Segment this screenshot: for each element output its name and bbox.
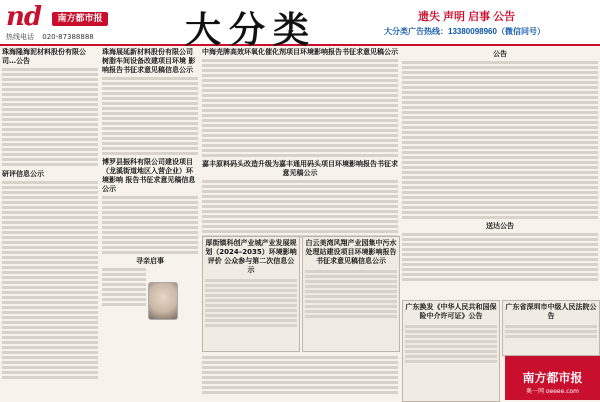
wastewater-notice-box (302, 236, 400, 352)
right-text-2 (402, 233, 598, 281)
left-column (2, 46, 98, 400)
court-notice-text (503, 325, 599, 338)
newspaper-logo (6, 2, 116, 32)
license-notice-box (402, 300, 500, 402)
logo-letters: nd (6, 2, 42, 32)
footer-logo-text: 南方都市报 (522, 371, 583, 385)
hotline (6, 32, 94, 42)
left-text-block (2, 68, 98, 166)
license-notice-title: 广东换发《中华人民共和国保险中介许可证》公告 (405, 303, 497, 320)
footer-site: 奥一网 oeeee.com (525, 388, 580, 395)
right-text-1 (402, 61, 598, 219)
child-photo (148, 282, 178, 320)
logo-badge: 南方都市报 (52, 12, 108, 26)
masthead (0, 0, 600, 51)
mid-heading-2: 嘉丰原料码头改造升级为嘉丰通用码头项目环境影响报告书征求意见稿公示 (202, 160, 398, 177)
left-sub-title: 研评信息公示 (2, 170, 44, 178)
mid-left-text (102, 77, 198, 155)
plan-notice-box (202, 236, 300, 352)
mid-left-text-2 (102, 196, 198, 254)
left-notice-title: 珠海隆海泥材料股份有限公司…公告 (2, 48, 86, 65)
hotline-number: 020-87388888 (42, 33, 94, 41)
missing-person-title: 寻亲启事 (136, 257, 164, 265)
section-banner: 遗失 声明 启事 公告 (418, 11, 516, 23)
license-notice-text (403, 325, 499, 363)
wastewater-notice-text (303, 270, 399, 318)
plan-notice-text (203, 279, 299, 327)
mid-left-heading: 珠海展延新材料股份有限公司 树脂车间设备改建项目环境 影响报告书征求意见稿信息公示 (102, 48, 196, 74)
ad-hotline: 大分类广告热线：13380098960（微信同号） (384, 27, 545, 36)
mid-left-column (102, 46, 198, 400)
court-notice-box (502, 300, 600, 356)
mid-heading-1: 中海壳牌高效环氧化催化剂项目环境影响报告书征求意见稿公示 (202, 48, 398, 56)
mid-left-heading-2: 博罗县振科有限公司建设项目（龙溪街道地区入营企业）环境影响 报告书征求意见稿信息公示 (102, 158, 196, 193)
mid-text-1 (202, 59, 398, 157)
plan-notice-title: 厚街镇科创产业城产业发展规划（2024–2035）环境影响评价 公众参与第二次信息公示 (205, 239, 297, 274)
wastewater-notice-title: 白云美湾风翔产业园集中污水处理站建设项目环境影响报告书征求意见稿信息公示 (305, 239, 397, 265)
court-notice-title: 广东省深圳市中级人民法院公告 (505, 303, 597, 320)
mid-text-2 (202, 180, 398, 238)
page-title: 大分类 (185, 9, 318, 51)
delivery-notice-title: 送达公告 (486, 222, 514, 230)
left-text-block-2 (2, 181, 98, 379)
mid-left-text-3 (102, 268, 146, 306)
hotline-label: 热线电话 (6, 33, 34, 41)
mid-bottom-text (202, 354, 398, 396)
right-notice-title: 公告 (493, 50, 507, 58)
